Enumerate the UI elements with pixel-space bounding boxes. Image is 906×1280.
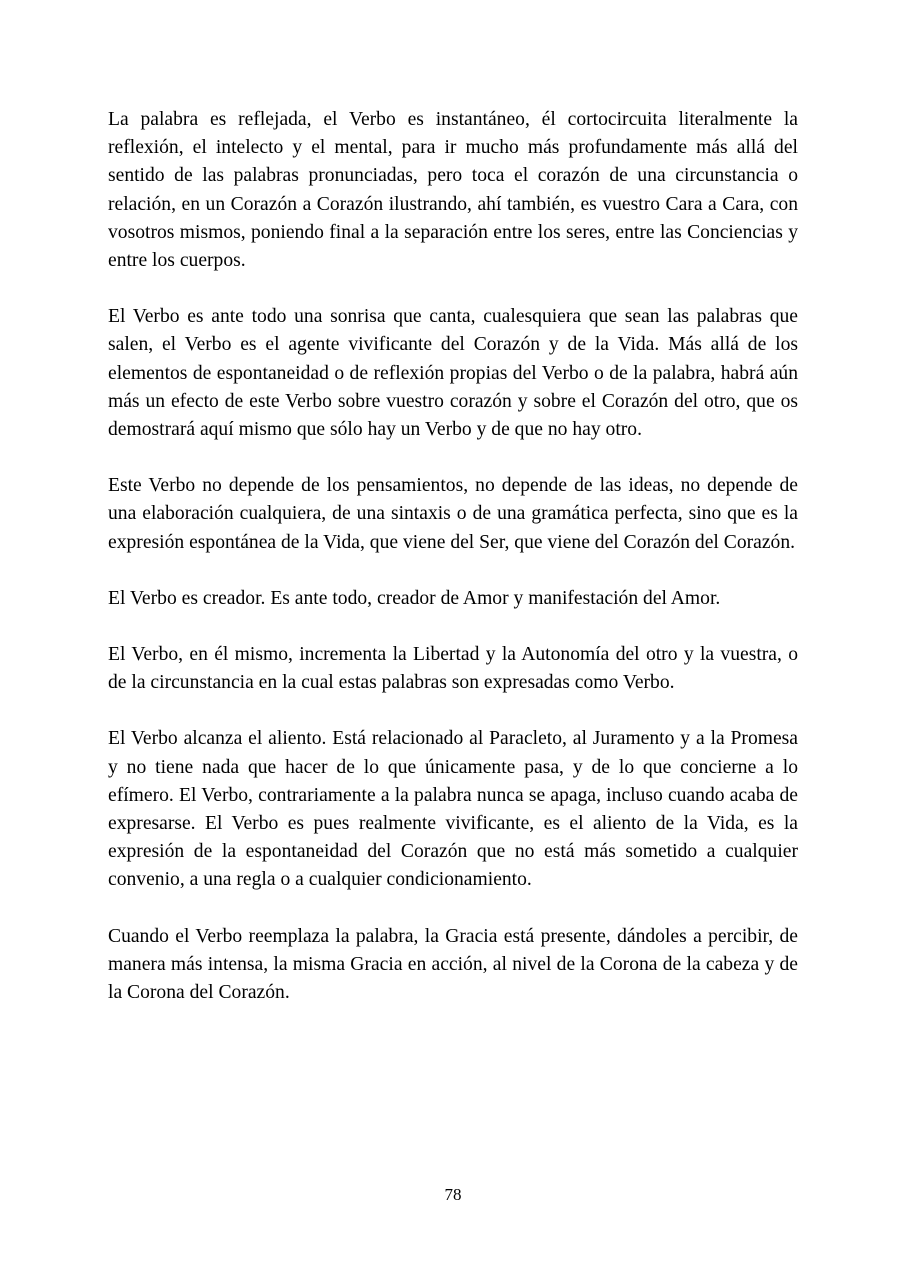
- paragraph-1: La palabra es reflejada, el Verbo es instantáneo, él cortocircuita literalmente la reflexión, el intelecto y el mental, para ir mucho más profundamente más allá del sentido de las palabras pronunciadas, pero toca el corazón de una circunstancia o relación, en un Corazón a Corazón ilustrando, ahí también, es vuestro Cara a Cara, con vosotros mismos, poniendo final a la separación entre los seres, entre las Conciencias y entre los cuerpos.: [108, 109, 798, 272]
- paragraph-7: Cuando el Verbo reemplaza la palabra, la Gracia está presente, dándoles a percibir, de manera más intensa, la misma Gracia en acción, al nivel de la Corona de la cabeza y de la Corona del Corazón.: [108, 925, 798, 1004]
- paragraph-2: El Verbo es ante todo una sonrisa que canta, cualesquiera que sean las palabras que salen, el Verbo es el agente vivificante del Corazón y de la Vida. Más allá de los elementos de espontaneidad o de reflexión propias del Verbo o de la palabra, habrá aún más un efecto de este Verbo sobre vuestro corazón y sobre el Corazón del otro, que os demostrará aquí mismo que sólo hay un Verbo y de que no hay otro.: [108, 306, 798, 441]
- page-body: [108, 106, 798, 1035]
- paragraph-5: El Verbo, en él mismo, incrementa la Libertad y la Autonomía del otro y la vuestra, o de la circunstancia en la cual estas palabras son expresadas como Verbo.: [108, 644, 798, 694]
- paragraph-4: El Verbo es creador. Es ante todo, creador de Amor y manifestación del Amor.: [108, 587, 721, 609]
- paragraph-6: El Verbo alcanza el aliento. Está relacionado al Paracleto, al Juramento y a la Promesa y no tiene nada que hacer de lo que únicamente pasa, y de lo que concierne a lo efímero. El Verbo, contrariamente a la palabra nunca se apaga, incluso cuando acaba de expresarse. El Verbo es pues realmente vivificante, es el aliento de la Vida, es la expresión de la espontaneidad del Corazón que no está más sometido a cualquier convenio, a una regla o a cualquier condicionamiento.: [108, 728, 798, 891]
- paragraph-3: Este Verbo no depende de los pensamientos, no depende de las ideas, no depende de una elaboración cualquiera, de una sintaxis o de una gramática perfecta, sino que es la expresión espontánea de la Vida, que viene del Ser, que viene del Corazón del Corazón.: [108, 475, 798, 553]
- page-number: 78: [444, 1185, 462, 1204]
